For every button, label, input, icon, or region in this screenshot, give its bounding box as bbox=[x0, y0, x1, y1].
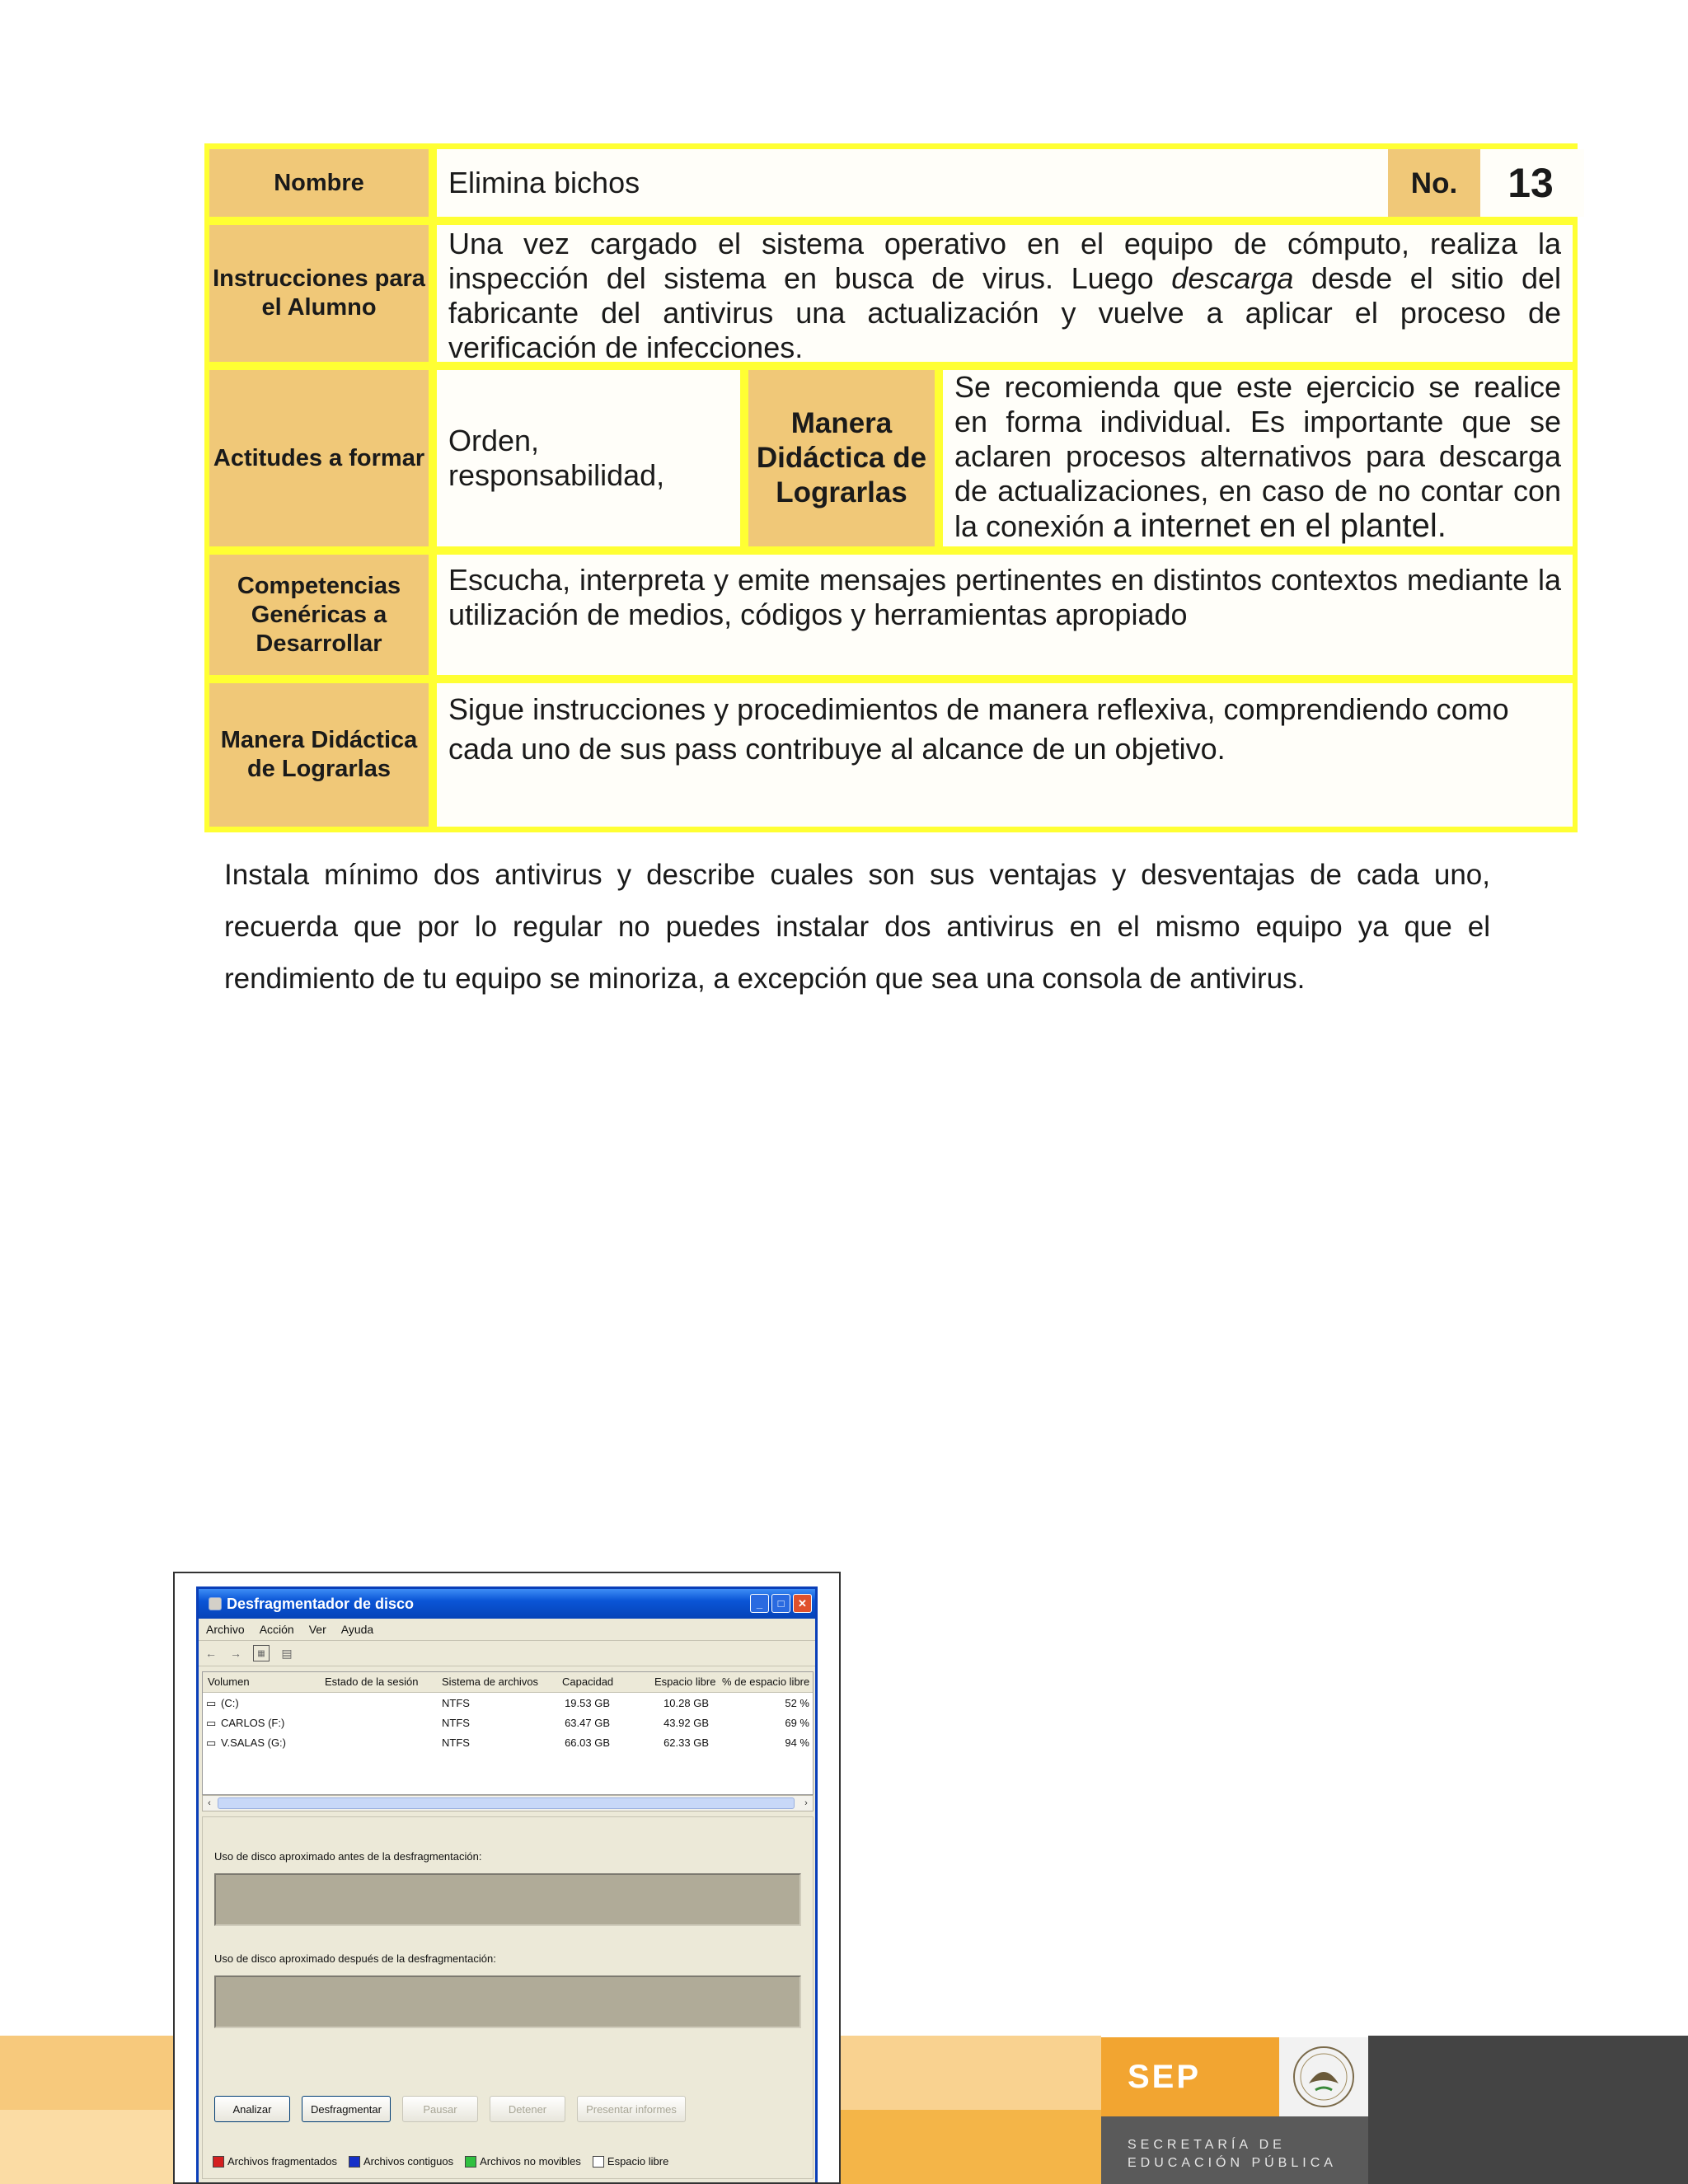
back-arrow-icon[interactable]: ← bbox=[205, 1647, 217, 1660]
fragmentation-panel bbox=[202, 1816, 814, 2179]
after-usage-label: Uso de disco aproximado después de la desfragmentación: bbox=[214, 1952, 496, 1965]
menu-accion[interactable]: Acción bbox=[259, 1623, 294, 1636]
footer-stripe bbox=[0, 2110, 173, 2184]
footer-stripe bbox=[841, 2110, 1101, 2184]
drive-icon: ▭ bbox=[206, 1736, 217, 1749]
analizar-button[interactable]: Analizar bbox=[214, 2096, 290, 2122]
drive-icon: ▭ bbox=[206, 1717, 217, 1729]
presentar-informes-button[interactable]: Presentar informes bbox=[577, 2096, 686, 2122]
legend-swatch-unmovable bbox=[465, 2156, 476, 2168]
manera-label: Manera Didáctica de Lograrlas bbox=[209, 683, 429, 827]
drive-icon: ▭ bbox=[206, 1697, 217, 1709]
col-sistema[interactable]: Sistema de archivos bbox=[442, 1675, 539, 1688]
horizontal-scrollbar[interactable] bbox=[202, 1795, 814, 1811]
col-capacidad[interactable]: Capacidad bbox=[562, 1675, 614, 1688]
volume-pct: 69 % bbox=[785, 1717, 809, 1729]
manera-value: Sigue instrucciones y procedimientos de manera reflexiva, comprendiendo como cada uno de sus pass contribuye al alcance de un objetivo. bbox=[437, 683, 1573, 827]
instrucciones-text bbox=[437, 225, 1573, 362]
sep-org-name bbox=[1101, 2116, 1368, 2184]
menubar bbox=[199, 1619, 815, 1641]
defrag-app-icon bbox=[209, 1597, 222, 1610]
number-label: No. bbox=[1388, 149, 1480, 217]
menu-ayuda[interactable]: Ayuda bbox=[340, 1623, 374, 1636]
seal-svg bbox=[1291, 2044, 1357, 2110]
legend-label: Archivos fragmentados bbox=[227, 2155, 337, 2168]
detener-button[interactable]: Detener bbox=[490, 2096, 565, 2122]
volume-fs: NTFS bbox=[442, 1736, 470, 1749]
menu-ver[interactable]: Ver bbox=[308, 1623, 326, 1636]
sep-org-line2: EDUCACIÓN PÚBLICA bbox=[1128, 2156, 1337, 2170]
legend-item bbox=[465, 2155, 581, 2168]
table-row[interactable] bbox=[203, 1694, 813, 1713]
close-icon[interactable]: ✕ bbox=[793, 1594, 812, 1613]
volume-pct: 94 % bbox=[785, 1736, 809, 1749]
volume-free: 62.33 GB bbox=[663, 1736, 709, 1749]
footer-stripe bbox=[841, 2036, 1101, 2110]
actitudes-value: Orden, responsabilidad, bbox=[437, 370, 740, 546]
desfragmentar-button[interactable]: Desfragmentar bbox=[302, 2096, 391, 2122]
col-pct-libre[interactable]: % de espacio libre bbox=[722, 1675, 810, 1688]
legend bbox=[213, 2155, 668, 2168]
before-usage-label: Uso de disco aproximado antes de la desfragmentación: bbox=[214, 1850, 482, 1863]
footer-dark-block bbox=[1368, 2036, 1688, 2184]
instrucciones-label: Instrucciones para el Alumno bbox=[209, 225, 429, 362]
competencias-value: Escucha, interpreta y emite mensajes pertinentes en distintos contextos mediante la utilización de medios, códigos y herramientas apropiado bbox=[437, 555, 1573, 675]
volume-list bbox=[202, 1671, 814, 1795]
menu-archivo[interactable]: Archivo bbox=[206, 1623, 245, 1636]
legend-swatch-free bbox=[593, 2156, 604, 2168]
nombre-value: Elimina bichos bbox=[437, 149, 1584, 217]
volume-name: CARLOS (F:) bbox=[221, 1717, 285, 1729]
col-volumen[interactable]: Volumen bbox=[208, 1675, 250, 1688]
footer-stripe bbox=[0, 2036, 173, 2110]
window-title: Desfragmentador de disco bbox=[227, 1595, 415, 1612]
legend-swatch-fragmented bbox=[213, 2156, 224, 2168]
maximize-icon[interactable]: □ bbox=[771, 1594, 790, 1613]
actitudes-label: Actitudes a formar bbox=[209, 370, 429, 546]
scroll-thumb[interactable] bbox=[218, 1797, 795, 1809]
toolbar bbox=[199, 1641, 815, 1666]
before-usage-bar bbox=[214, 1873, 801, 1926]
manera-inner-text bbox=[943, 370, 1573, 546]
instrucciones-text-emphasis: descarga bbox=[1171, 261, 1294, 295]
properties-icon[interactable]: ▤ bbox=[281, 1646, 293, 1660]
after-usage-bar bbox=[214, 1975, 801, 2028]
volume-capacity: 63.47 GB bbox=[565, 1717, 610, 1729]
legend-item bbox=[349, 2155, 453, 2168]
volume-free: 43.92 GB bbox=[663, 1717, 709, 1729]
volume-list-header bbox=[203, 1672, 813, 1693]
volume-pct: 52 % bbox=[785, 1697, 809, 1709]
instrucciones-text-part1: Una vez cargado el sistema operativo en el equipo de cómputo, realiza la inspección del sistema en busca de virus. Luego bbox=[448, 227, 1561, 295]
legend-item bbox=[593, 2155, 668, 2168]
table-row[interactable] bbox=[203, 1733, 813, 1753]
legend-item bbox=[213, 2155, 337, 2168]
table-row[interactable] bbox=[203, 1713, 813, 1733]
scroll-left-icon[interactable]: ‹ bbox=[208, 1798, 211, 1808]
col-espacio-libre[interactable]: Espacio libre bbox=[654, 1675, 716, 1688]
legend-swatch-contiguous bbox=[349, 2156, 360, 2168]
instrucciones-text-part2: desde el sitio del fabricante del antivirus una actualización y vuelve a aplicar el proceso de verificación de infecciones. bbox=[448, 261, 1561, 364]
competencias-label: Competencias Genéricas a Desarrollar bbox=[209, 555, 429, 675]
scroll-right-icon[interactable]: › bbox=[804, 1798, 808, 1808]
manera-inner-text-part1: Se recomienda que este ejercicio se realice en forma individual. Es importante que se aclaren procesos alternativos para descarga de actualizaciones, en caso de no contar con la conexión bbox=[954, 370, 1561, 543]
minimize-icon[interactable]: _ bbox=[750, 1594, 769, 1613]
body-paragraph: Instala mínimo dos antivirus y describe cuales son sus ventajas y desventajas de cada uno, recuerda que por lo regular no puedes instalar dos antivirus en el mismo equipo ya que el rendimiento de tu equipo se minoriza, a excepción que sea una consola de antivirus. bbox=[224, 859, 1490, 995]
legend-label: Espacio libre bbox=[607, 2155, 669, 2168]
manera-inner-label: Manera Didáctica de Lograrlas bbox=[748, 370, 935, 546]
activity-table bbox=[204, 143, 1578, 832]
legend-label: Archivos no movibles bbox=[480, 2155, 581, 2168]
forward-arrow-icon[interactable]: → bbox=[230, 1647, 241, 1660]
legend-label: Archivos contiguos bbox=[363, 2155, 454, 2168]
volume-fs: NTFS bbox=[442, 1697, 470, 1709]
defragmenter-window bbox=[196, 1586, 818, 2184]
console-view-icon[interactable]: ▦ bbox=[253, 1645, 270, 1661]
sep-logo: SEP bbox=[1101, 2037, 1279, 2116]
pausar-button[interactable]: Pausar bbox=[402, 2096, 478, 2122]
volume-free: 10.28 GB bbox=[663, 1697, 709, 1709]
col-estado[interactable]: Estado de la sesión bbox=[325, 1675, 419, 1688]
sep-org-line1: SECRETARÍA DE bbox=[1128, 2138, 1286, 2152]
activity-number: 13 bbox=[1489, 149, 1573, 217]
volume-name: V.SALAS (G:) bbox=[221, 1736, 286, 1749]
manera-inner-text-part2: a internet en el plantel. bbox=[1113, 508, 1447, 544]
window-titlebar bbox=[199, 1589, 815, 1619]
volume-capacity: 19.53 GB bbox=[565, 1697, 610, 1709]
volume-capacity: 66.03 GB bbox=[565, 1736, 610, 1749]
coat-of-arms-icon bbox=[1279, 2037, 1368, 2116]
volume-name: (C:) bbox=[221, 1697, 239, 1709]
defragmenter-screenshot bbox=[173, 1572, 841, 2184]
volume-fs: NTFS bbox=[442, 1717, 470, 1729]
nombre-label: Nombre bbox=[209, 149, 429, 217]
